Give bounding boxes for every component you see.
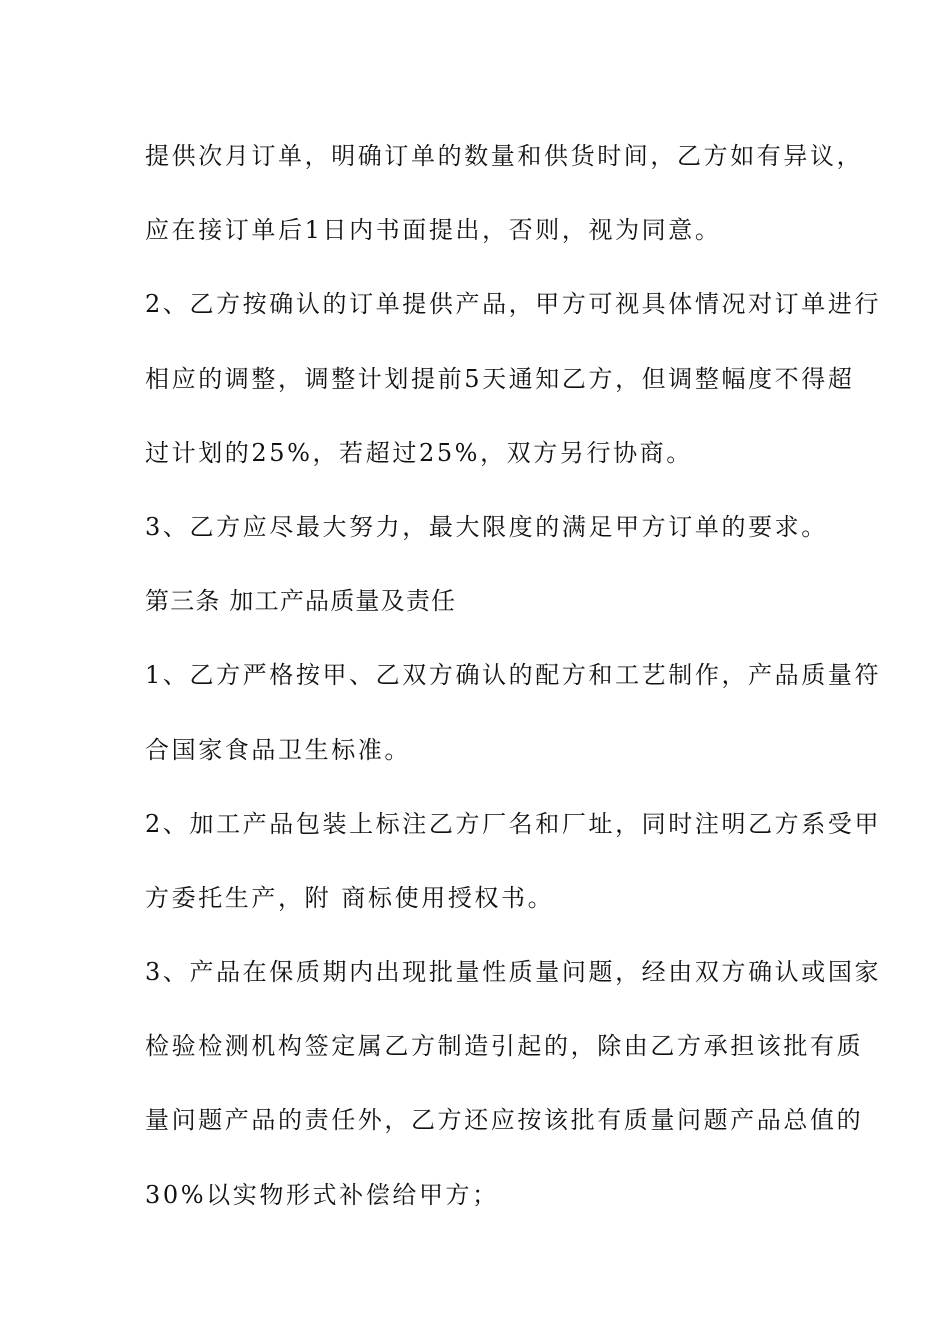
- text-line: 2、加工产品包装上标注乙方厂名和厂址，同时注明乙方系受甲: [145, 809, 882, 838]
- text-line: 应在接订单后1日内书面提出，否则，视为同意。: [145, 216, 722, 245]
- text-line: 3、乙方应尽最大努力，最大限度的满足甲方订单的要求。: [145, 512, 828, 541]
- section-heading: 第三条 加工产品质量及责任: [145, 587, 457, 616]
- document-body: [145, 132, 882, 1245]
- text-line: 相应的调整，调整计划提前5天通知乙方，但调整幅度不得超: [145, 364, 855, 393]
- text-line: 1、乙方严格按甲、乙双方确认的配方和工艺制作，产品质量符: [145, 661, 882, 690]
- text-line: 方委托生产，附 商标使用授权书。: [145, 883, 555, 912]
- text-line: 合国家食品卫生标准。: [145, 735, 411, 764]
- text-line: 30%以实物形式补偿给甲方；: [145, 1180, 499, 1209]
- text-line: 过计划的25%，若超过25%，双方另行协商。: [145, 438, 693, 467]
- text-line: 2、乙方按确认的订单提供产品，甲方可视具体情况对订单进行: [145, 290, 882, 319]
- text-line: 3、产品在保质期内出现批量性质量问题，经由双方确认或国家: [145, 958, 882, 987]
- text-line: 量问题产品的责任外，乙方还应按该批有质量问题产品总值的: [145, 1106, 864, 1135]
- text-line: 检验检测机构签定属乙方制造引起的，除由乙方承担该批有质: [145, 1032, 864, 1061]
- text-line: 提供次月订单，明确订单的数量和供货时间，乙方如有异议，: [145, 142, 864, 170]
